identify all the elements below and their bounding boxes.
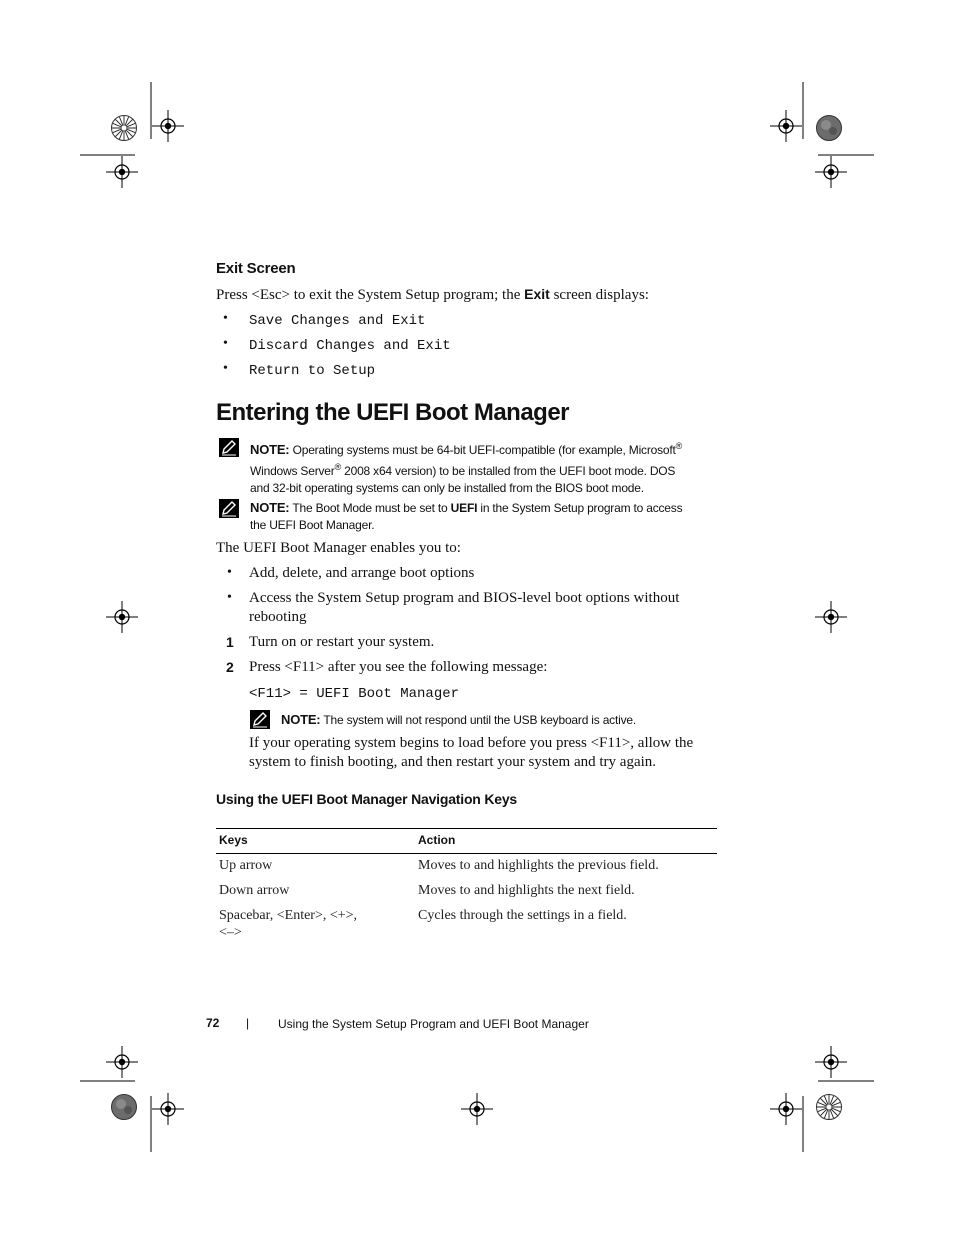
bullet-icon: •	[223, 361, 228, 376]
subsection-heading: Using the UEFI Boot Manager Navigation Keys	[216, 791, 517, 807]
note-pencil-icon	[219, 499, 239, 518]
list-item-continued: rebooting	[249, 609, 307, 625]
step-number: 1	[226, 634, 234, 650]
intro-text: Press <Esc> to exit the System Setup program; the	[216, 287, 525, 303]
enables-text: The UEFI Boot Manager enables you to:	[216, 540, 461, 556]
note-3	[281, 711, 636, 729]
step-text: Turn on or restart your system.	[249, 634, 435, 650]
list-item: Add, delete, and arrange boot options	[249, 565, 475, 581]
table-header-row	[216, 829, 717, 854]
intro-bold: Exit	[524, 286, 550, 302]
key-cell: Up arrow	[219, 858, 273, 873]
footer-separator: |	[246, 1016, 250, 1030]
chapter-heading: Entering the UEFI Boot Manager	[216, 399, 570, 426]
table-row	[216, 854, 717, 879]
registration-mark-icon	[152, 110, 184, 142]
note-pencil-icon	[219, 438, 239, 457]
registration-mark-icon	[770, 1093, 802, 1125]
registration-mark-icon	[770, 110, 802, 142]
sunburst-icon	[817, 1095, 842, 1120]
boot-message: <F11> = UEFI Boot Manager	[249, 686, 460, 702]
grey-disc-icon	[817, 116, 842, 141]
key-cell: Spacebar, <Enter>, <+>, <–>	[219, 907, 358, 940]
registration-mark-icon	[106, 156, 138, 188]
note-label: NOTE:	[250, 442, 290, 457]
registration-mark-icon	[152, 1093, 184, 1125]
registered-mark: ®	[334, 462, 341, 472]
step-text: Press <F11> after you see the following message:	[249, 659, 548, 675]
note-text: The system will not respond until the USB keyboard is active.	[320, 713, 636, 727]
note-label: NOTE:	[281, 712, 321, 727]
note-2	[250, 499, 720, 534]
option-item: Discard Changes and Exit	[249, 338, 451, 354]
note-text: Operating systems must be 64-bit UEFI-compatible (for example, Microsoft	[289, 443, 676, 457]
column-header: Keys	[216, 829, 415, 854]
note-text: 2008 x64 version) to be installed from the UEFI boot mode. DOS	[341, 464, 676, 478]
paragraph-line: system to finish booting, and then restart your system and try again.	[249, 754, 657, 770]
bullet-icon: •	[223, 311, 228, 326]
section-heading: Exit Screen	[216, 260, 296, 277]
note-text: Windows Server	[250, 464, 335, 478]
table-row	[216, 904, 717, 941]
list-item: Access the System Setup program and BIOS-level boot options without	[249, 590, 680, 606]
table-row	[216, 879, 717, 904]
registration-mark-icon	[106, 601, 138, 633]
key-cell: Down arrow	[219, 882, 290, 898]
registration-mark-icon	[461, 1093, 493, 1125]
bullet-icon: •	[227, 590, 232, 605]
note-label: NOTE:	[250, 500, 290, 515]
registration-mark-icon	[815, 1046, 847, 1078]
action-cell: Moves to and highlights the next field.	[418, 882, 635, 898]
paragraph-line: If your operating system begins to load before you press <F11>, allow the	[249, 735, 694, 751]
note-1	[250, 438, 720, 497]
intro-text-end: screen displays:	[549, 287, 649, 303]
grey-disc-icon	[112, 1095, 137, 1120]
bullet-icon: •	[227, 565, 232, 580]
registration-mark-icon	[815, 156, 847, 188]
action-cell: Moves to and highlights the previous field.	[418, 858, 659, 873]
section-intro	[216, 285, 649, 305]
bullet-icon: •	[223, 336, 228, 351]
note-text: the UEFI Boot Manager.	[250, 518, 375, 532]
note-text: in the System Setup program to access	[477, 501, 683, 515]
option-item: Return to Setup	[249, 363, 376, 379]
page-number: 72	[206, 1016, 220, 1030]
option-item: Save Changes and Exit	[249, 313, 426, 329]
registration-mark-icon	[815, 601, 847, 633]
registered-mark: ®	[675, 441, 683, 451]
note-text: and 32-bit operating systems can only be installed from the BIOS boot mode.	[250, 481, 644, 495]
registration-mark-icon	[106, 1046, 138, 1078]
sunburst-icon	[112, 116, 137, 141]
column-header: Action	[415, 829, 717, 854]
note-text: The Boot Mode must be set to	[289, 501, 451, 515]
note-bold: UEFI	[450, 501, 478, 515]
step-number: 2	[226, 659, 234, 675]
footer-title: Using the System Setup Program and UEFI Boot Manager	[278, 1017, 589, 1031]
navigation-keys-table	[216, 828, 717, 941]
action-cell: Cycles through the settings in a field.	[418, 907, 627, 923]
note-pencil-icon	[250, 710, 270, 729]
